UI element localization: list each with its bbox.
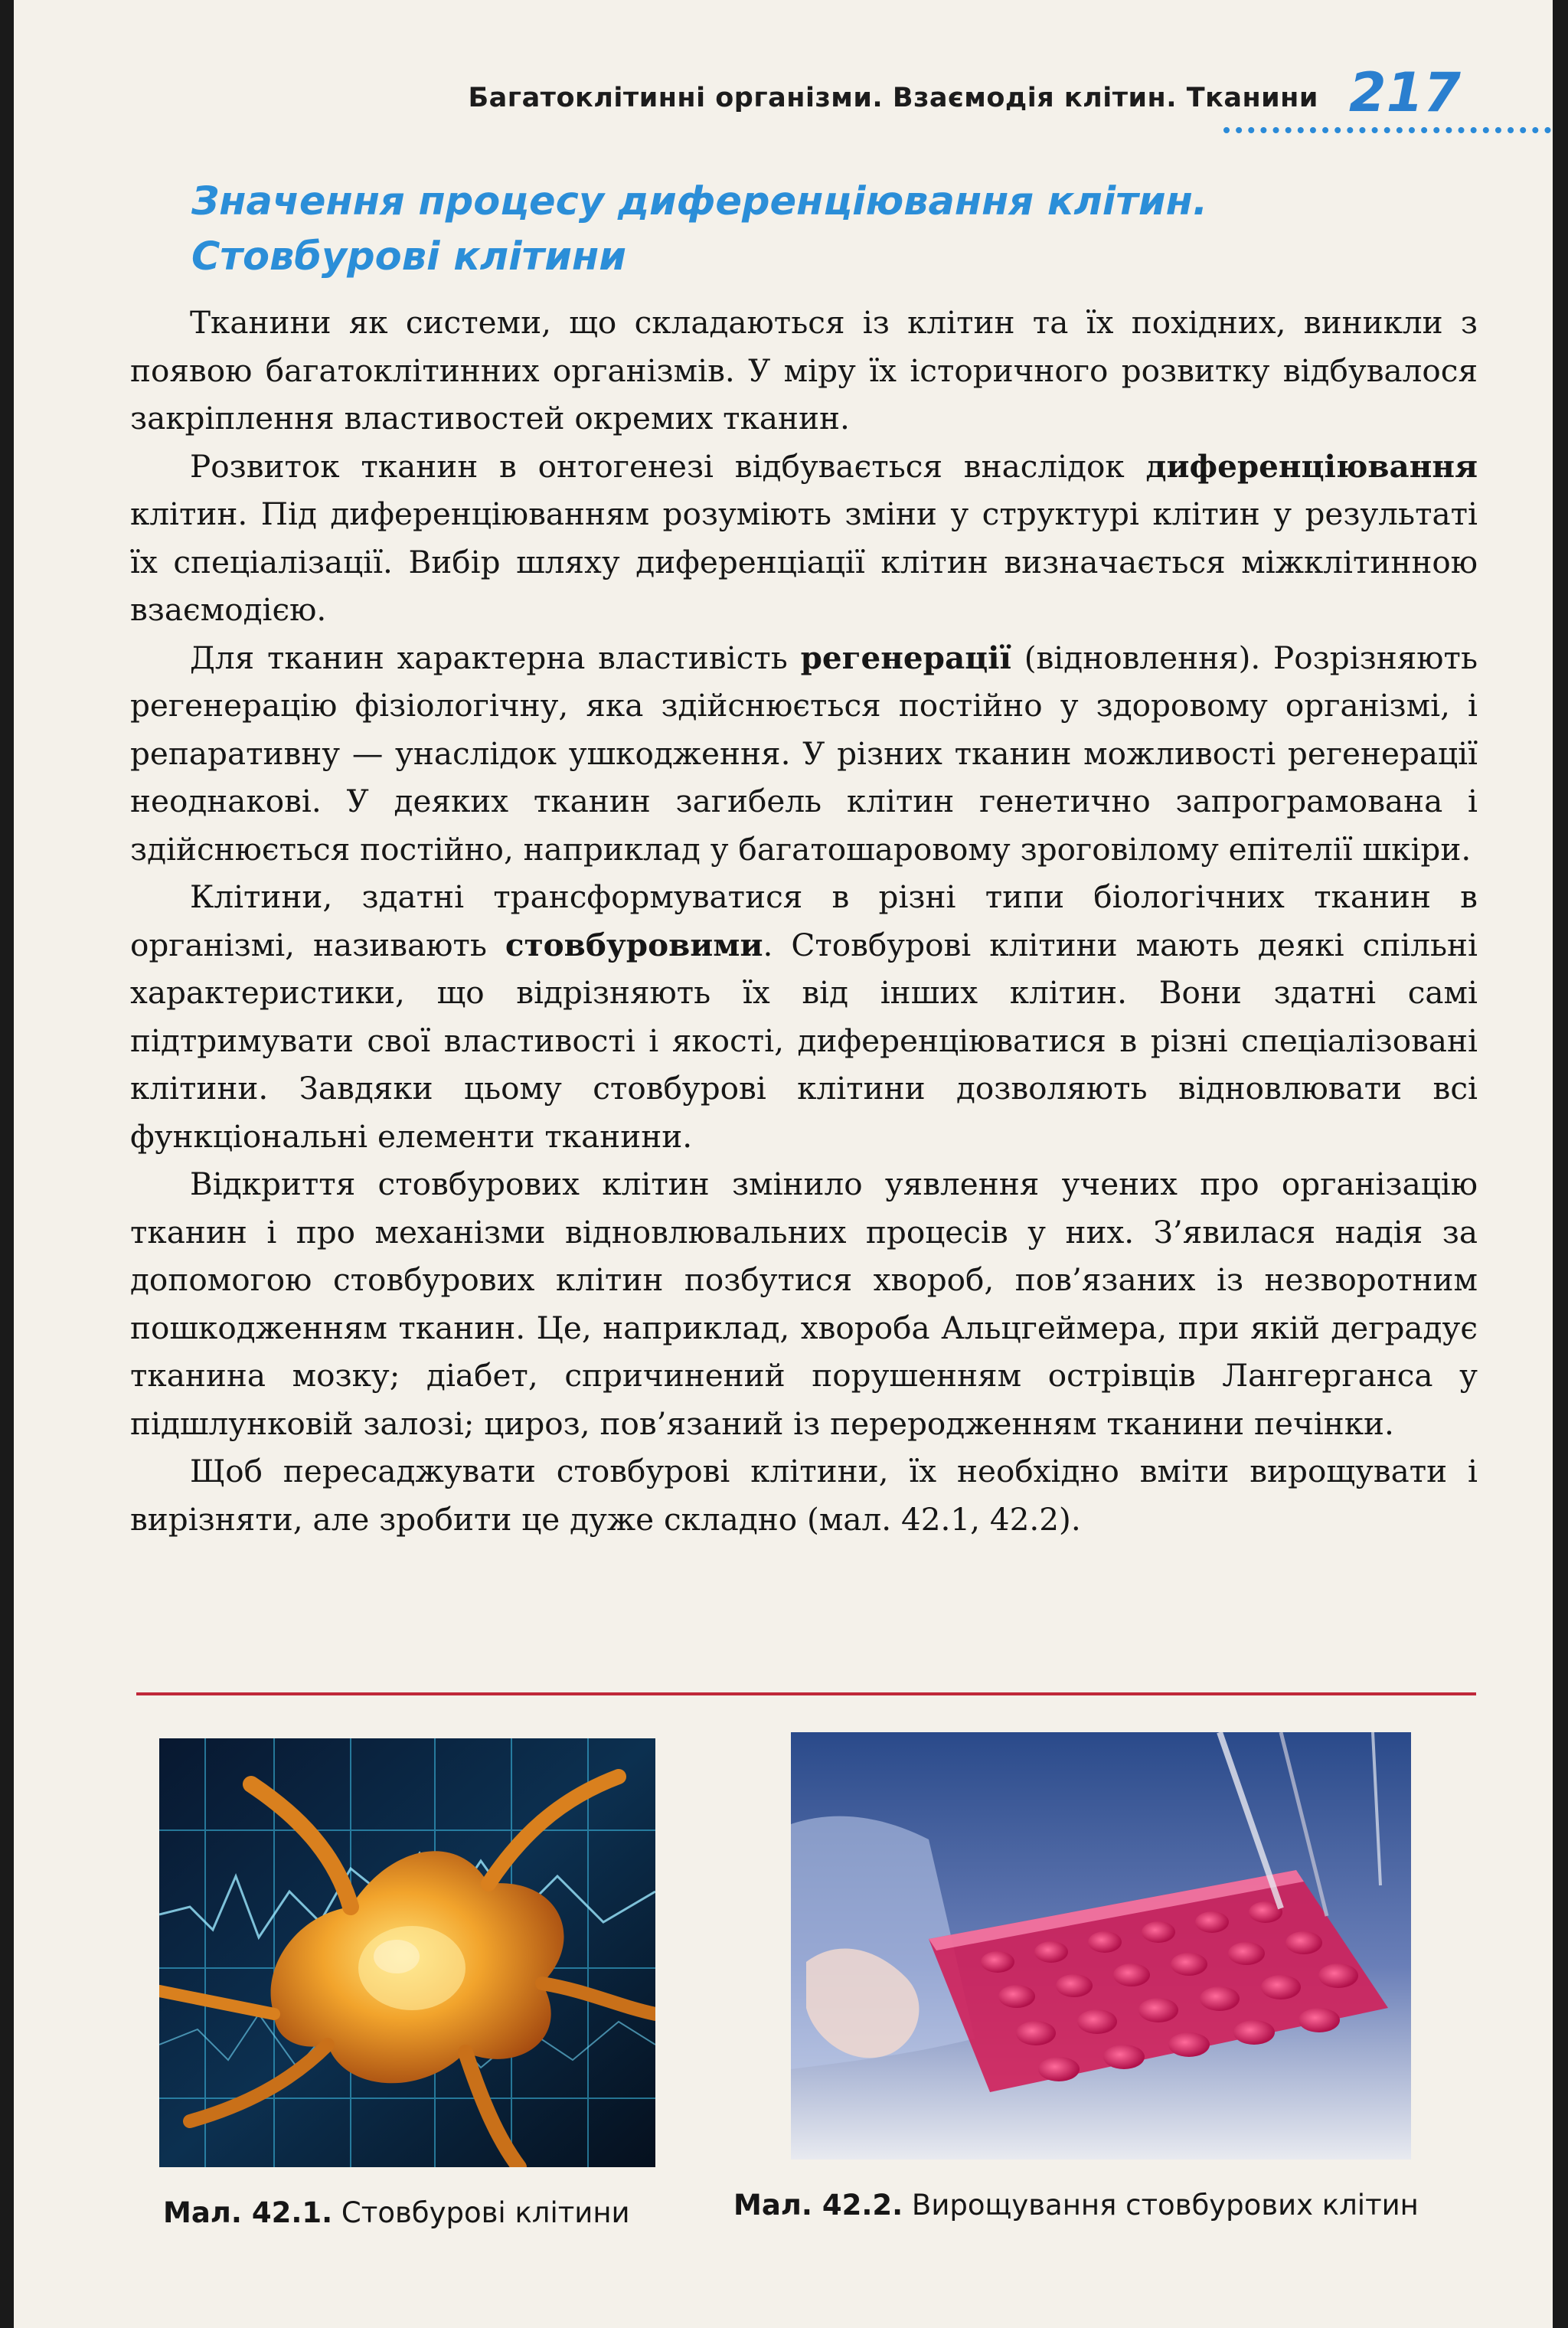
paragraph-2: [130, 443, 1478, 634]
paragraph-3-text-end: (відновлення). Розрізняють регенерацію фізіологічну, яка здійснюється постійно у здоровому організмі, і репаративну — унаслідок ушкодження. У різних тканин можливості регенерації неоднакові. У деяких тканин загибель клітин генетично запрограмована і здійснюється постійно, наприклад у багатошаровому зроговілому епітелії шкіри.: [130, 639, 1478, 868]
section-heading-line-1: Значення процесу диференціювання клітин.: [191, 179, 1208, 224]
term-stem: стовбуровими: [505, 926, 763, 963]
paragraph-5: Відкриття стовбурових клітин змінило уявлення учених про організацію тканин і про механізми відновлювальних процесів у них. З’явилася надія за допомогою стовбурових клітин позбутися хвороб, пов’язаних із незворотним пошкодженням тканин. Це, наприклад, хвороба Альцгеймера, при якій деградує тканина мозку; діабет, спричинений порушенням острівців Лангерганса у підшлунковій залозі; цироз, пов’язаний із переродженням тканини печінки.: [130, 1166, 1478, 1442]
term-differentiation: диференціювання: [1145, 447, 1478, 485]
paragraph-2-text-start: Розвиток тканин в онтогенезі відбувається внаслідок: [190, 447, 1146, 485]
figure-2-label: Мал. 42.2.: [733, 2189, 903, 2222]
paragraph-3-text-start: Для тканин характерна властивість: [190, 639, 801, 676]
paragraph-4-text-end: . Стовбурові клітини мають деякі спільні характеристики, що відрізняють їх від інших клітин. Вони здатні самі підтримувати свої властивості і якості, диференціюватися в різні спеціалізовані клітини. Завдяки цьому стовбурові клітини дозволяють відновлювати всі функціональні елементи тканини.: [130, 926, 1478, 1155]
paragraph-4: [130, 873, 1478, 1160]
paragraph-6: Щоб пересаджувати стовбурові клітини, їх необхідно вміти вирощувати і вирізняти, але зробити це дуже складно (мал. 42.1, 42.2).: [130, 1453, 1478, 1538]
section-heading: [191, 175, 1416, 285]
paragraph-4-text-start: Клітини, здатні трансформуватися в різні типи біологічних тканин в організмі, називають: [130, 878, 1478, 963]
running-head: [468, 61, 1461, 124]
figure-cell-culture-image: [791, 1732, 1411, 2160]
dotted-rule: [1223, 127, 1553, 133]
cell-culture-plate-illustration: [791, 1732, 1411, 2160]
figure-2-caption-text: Вирощування стовбурових клітин: [903, 2189, 1419, 2222]
term-regeneration: регенерації: [800, 639, 1011, 676]
section-heading-line-2: Стовбурові клітини: [191, 234, 626, 280]
textbook-page: [14, 0, 1553, 2328]
body-text: [130, 299, 1478, 1543]
figure-stem-cell-image: [159, 1738, 655, 2167]
figure-2-caption: [733, 2189, 1419, 2222]
figure-1-caption-text: Стовбурові клітини: [332, 2196, 630, 2229]
paragraph-1: Тканини як системи, що складаються із клітин та їх похідних, виникли з появою багатоклітинних організмів. У міру їх історичного розвитку відбувалося закріплення властивостей окремих тканин.: [130, 304, 1478, 436]
running-title: Багатоклітинні організми. Взаємодія клітин. Тканини: [468, 83, 1318, 113]
paragraph-3: [130, 634, 1478, 874]
figure-divider: [136, 1692, 1476, 1695]
paragraph-2-text-end: клітин. Під диференціюванням розуміють зміни у структурі клітин у результаті їх спеціалізації. Вибір шляху диференціації клітин визначається міжклітинною взаємодією.: [130, 495, 1478, 628]
page-number: 217: [1348, 61, 1461, 124]
figure-1-caption: [163, 2196, 630, 2229]
figure-1-label: Мал. 42.1.: [163, 2196, 333, 2229]
stem-cell-illustration: [159, 1738, 655, 2167]
